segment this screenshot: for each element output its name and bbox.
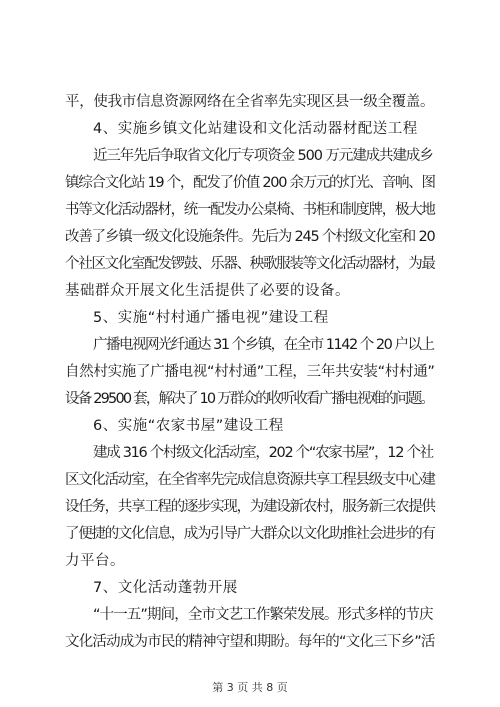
line-text: 建成 316 个村级文化活动室，202 个“农家书屋”，12 个社 — [93, 445, 433, 461]
line-text: 自然村实施了广播电视“村村通”工程，三年共安装“村村通” — [65, 364, 435, 380]
text-line — [0, 521, 500, 547]
text-line — [0, 386, 500, 412]
text-line — [0, 332, 500, 358]
line-text: 4、实施乡镇文化站建设和文化活动器材配送工程 — [93, 121, 418, 137]
text-line — [0, 548, 500, 574]
line-text: 了便捷的文化信息，成为引导广大群众以文化助推社会进步的有 — [65, 526, 435, 542]
text-line — [0, 89, 500, 115]
page-footer: 第 3 页 共 8 页 — [212, 681, 288, 694]
line-text: 镇综合文化站 19 个，配发了价值 200 余万元的灯光、音响、图 — [65, 175, 435, 191]
line-text: 力平台。 — [65, 553, 125, 569]
line-text: 5、实施“村村通广播电视”建设工程 — [93, 310, 329, 326]
text-line — [0, 143, 500, 169]
line-text: 个社区文化室配发锣鼓、乐器、秧歌服装等文化活动器材，为最 — [65, 256, 435, 272]
text-line — [0, 224, 500, 250]
line-text: 7、文化活动蓬勃开展 — [93, 580, 238, 596]
section-heading — [0, 575, 500, 601]
text-line — [0, 251, 500, 277]
text-line — [0, 629, 500, 655]
line-text: 6、实施“农家书屋”建设工程 — [93, 418, 284, 434]
line-text: 基础群众开展文化生活提供了必要的设备。 — [65, 283, 350, 299]
line-text: 设备 29500 套，解决了 10 万群众的收听收看广播电视难的问题。 — [65, 391, 434, 407]
text-line — [0, 440, 500, 466]
section-heading — [0, 116, 500, 142]
line-text: 广播电视网光纤通达 31 个乡镇，在全市 1142 个 20 户以上 — [93, 337, 434, 353]
line-text: 设任务，共享工程的逐步实现，为建设新农村，服务新三农提供 — [65, 499, 435, 515]
text-line — [0, 359, 500, 385]
line-text: 近三年先后争取省文化厅专项资金 500 万元建成共建成乡 — [93, 148, 433, 164]
text-line — [0, 170, 500, 196]
line-text: 书等文化活动器材，统一配发办公桌椅、书柜和制度牌，极大地 — [65, 202, 435, 218]
section-heading — [0, 413, 500, 439]
line-text: 平，使我市信息资源网络在全省率先实现区县一级全覆盖。 — [65, 94, 435, 110]
text-line — [0, 467, 500, 493]
line-text: 改善了乡镇一级文化设施条件。先后为 245 个村级文化室和 20 — [65, 229, 435, 245]
line-text: 文化活动成为市民的精神守望和期盼。每年的“文化三下乡”活 — [65, 634, 435, 650]
text-line — [0, 602, 500, 628]
text-line — [0, 278, 500, 304]
text-line — [0, 494, 500, 520]
section-heading — [0, 305, 500, 331]
text-line — [0, 197, 500, 223]
line-text: “十一五”期间，全市文艺工作繁荣发展。形式多样的节庆 — [93, 607, 433, 623]
line-text: 区文化活动室，在全省率先完成信息资源共享工程县级支中心建 — [65, 472, 435, 488]
